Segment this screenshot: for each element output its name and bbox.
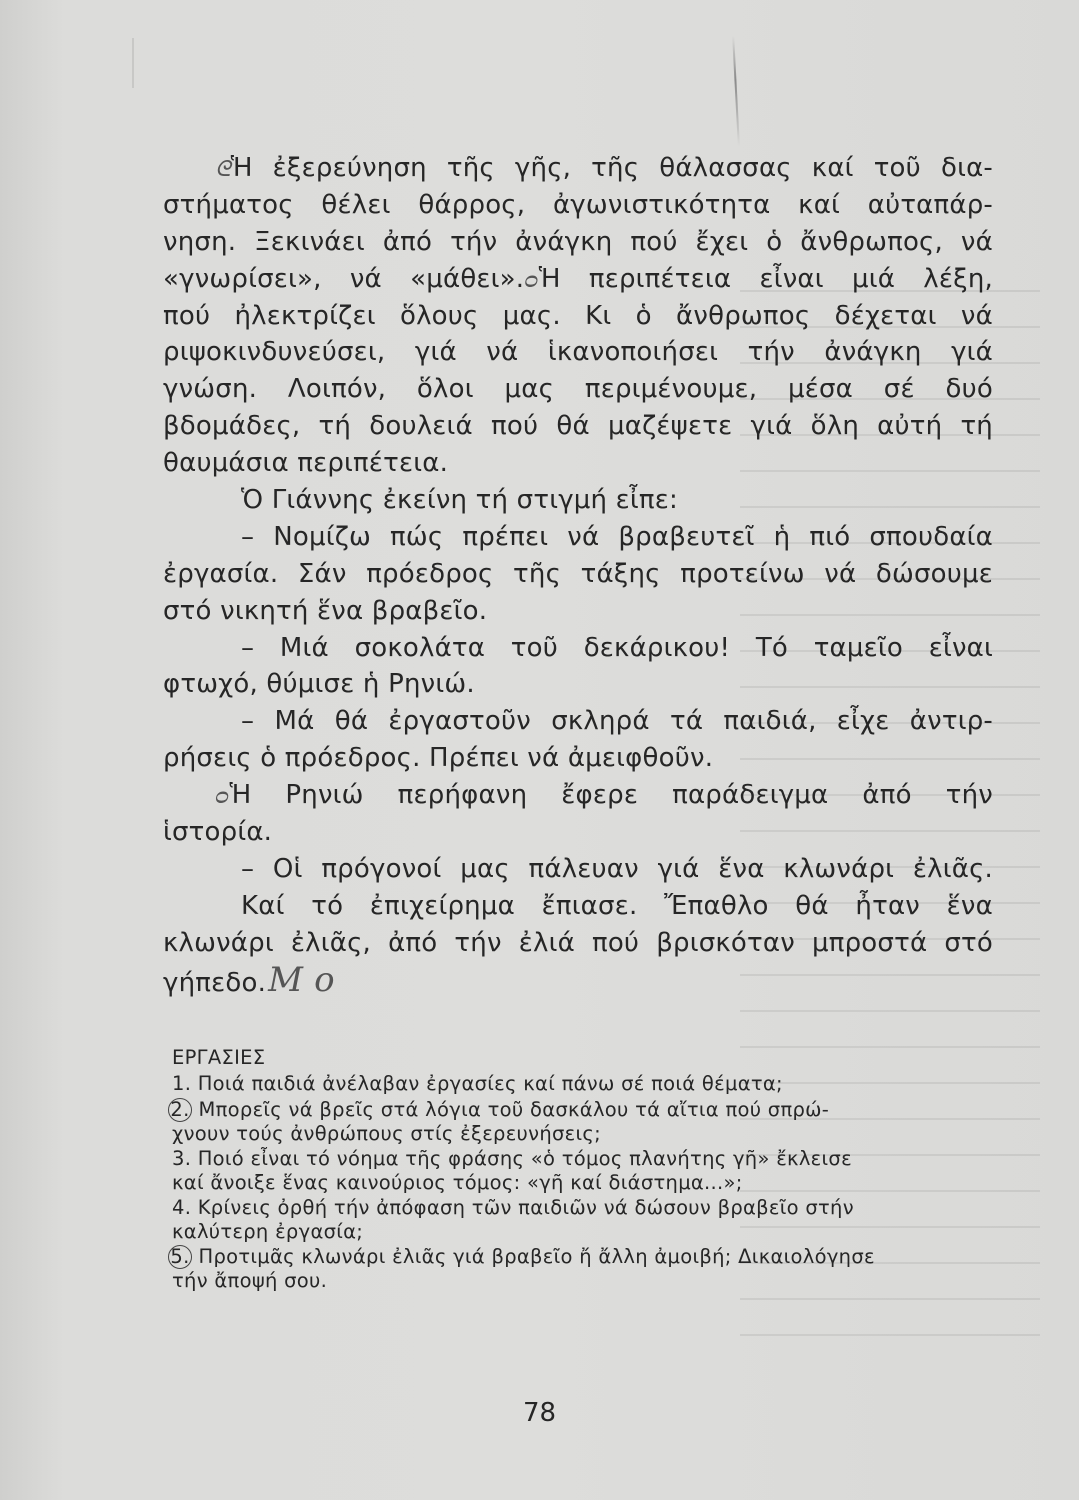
text-line: γνώση. Λοιπόν, ὅλοι μας περιμένουμε, μέσα σέ δυό — [163, 374, 993, 405]
exercise-line: 4. Κρίνεις ὀρθή τήν ἀπόφαση τῶν παιδιῶν νά δώσουν βραβεῖο στήν — [172, 1196, 854, 1219]
text-line: ᘓἩ ἐξερεύνηση τῆς γῆς, τῆς θάλασσας καί τοῦ δια- — [215, 153, 993, 183]
text-line: στό νικητή ἕνα βραβεῖο. — [163, 595, 488, 626]
scan-margin-mark — [132, 38, 134, 88]
text-line: ριψοκινδυνεύσει, γιά νά ἱκανοποιήσει τήν ἀνάγκη γιά — [163, 337, 993, 368]
page-number: 78 — [522, 1398, 557, 1428]
exercise-item — [172, 1072, 990, 1096]
text-line: «γνωρίσει», νά «μάθει».ᴑἩ περιπέτεια εἶναι μιά λέξη, — [163, 263, 993, 294]
exercise-item — [172, 1245, 990, 1293]
exercise-item — [172, 1147, 990, 1194]
circled-number: 2. — [168, 1098, 192, 1122]
text-line: βδομάδες, τή δουλειά πού θά μαζέψετε γιά ὅλη αὐτή τή — [163, 411, 993, 442]
text-line: Καί τό ἐπιχείρημα ἔπιασε. Ἔπαθλο θά ἦταν ἕνα — [241, 890, 993, 921]
text-line: – Νομίζω πώς πρέπει νά βραβευτεῖ ἡ πιό σπουδαία — [241, 521, 993, 552]
text-line: πού ἠλεκτρίζει ὅλους μας. Κι ὁ ἄνθρωπος δέχεται νά — [163, 300, 993, 331]
text-line: κλωνάρι ἐλιᾶς, ἀπό τήν ἐλιά πού βρισκόταν μπροστά στό — [163, 927, 993, 958]
handwritten-mark: ᴑ — [524, 267, 539, 293]
text-line: – Μά θά ἐργαστοῦν σκληρά τά παιδιά, εἶχε ἀντιρ- — [241, 706, 993, 737]
text-line: ᴑἩ Ρηνιώ περήφανη ἔφερε παράδειγμα ἀπό τήν — [215, 780, 993, 811]
text-line: φτωχό, θύμισε ἡ Ρηνιώ. — [163, 669, 475, 700]
text-line: στήματος θέλει θάρρος, ἀγωνιστικότητα καί αὐταπάρ- — [163, 189, 993, 220]
text-line: ἱστορία. — [163, 817, 273, 848]
exercise-item — [172, 1098, 990, 1146]
exercise-line: 3. Ποιό εἶναι τό νόημα τῆς φράσης «ὁ τόμος πλανήτης γῆ» ἔκλεισε — [172, 1147, 852, 1170]
exercise-item — [172, 1196, 990, 1243]
text-line: ρήσεις ὁ πρόεδρος. Πρέπει νά ἀμειφθοῦν. — [163, 743, 714, 774]
exercise-line: 5. Προτιμᾶς κλωνάρι ἐλιᾶς γιά βραβεῖο ἤ ἄλλη ἀμοιβή; Δικαιολόγησε — [172, 1245, 990, 1269]
handwritten-mark: ᴑ — [215, 784, 230, 810]
exercise-line: τήν ἄποψή σου. — [172, 1269, 328, 1292]
exercise-line: καί ἄνοιξε ἕνας καινούριος τόμος: «γῆ καί διάστημα...»; — [172, 1170, 743, 1194]
circled-number: 5. — [168, 1245, 192, 1269]
text-line: Ὁ Γιάννης ἐκείνη τή στιγμή εἶπε: — [241, 485, 678, 516]
text-line: – Οἱ πρόγονοί μας πάλευαν γιά ἕνα κλωνάρι ἐλιᾶς. — [241, 853, 993, 884]
text-line: νηση. Ξεκινάει ἀπό τήν ἀνάγκη πού ἔχει ὁ ἄνθρωπος, νά — [163, 226, 993, 257]
text-line: ἐργασία. Σάν πρόεδρος τῆς τάξης προτείνω νά δώσουμε — [163, 558, 993, 589]
handwritten-signature: Μ ο — [268, 959, 335, 1000]
text-line: θαυμάσια περιπέτεια. — [163, 448, 449, 479]
exercises-title: ΕΡΓΑΣΙΕΣ — [172, 1046, 266, 1069]
story-text — [163, 150, 993, 998]
handwritten-mark: ᘓ — [215, 157, 231, 182]
exercise-line: χνουν τούς ἀνθρώπους στίς ἐξερευνήσεις; — [172, 1121, 601, 1145]
exercise-line: 2. Μπορεῖς νά βρεῖς στά λόγια τοῦ δασκάλου τά αἴτια πού σπρώ- — [172, 1098, 990, 1122]
exercise-line: 1. Ποιά παιδιά ἀνέλαβαν ἐργασίες καί πάνω σέ ποιά θέματα; — [172, 1072, 783, 1095]
exercises-section — [172, 1046, 990, 1295]
text-line: γήπεδο.Μ ο — [163, 959, 335, 1000]
pen-stroke — [732, 36, 740, 146]
text-line: – Μιά σοκολάτα τοῦ δεκάρικου! Τό ταμεῖο εἶναι — [241, 632, 993, 663]
exercise-line: καλύτερη ἐργασία; — [172, 1219, 364, 1243]
